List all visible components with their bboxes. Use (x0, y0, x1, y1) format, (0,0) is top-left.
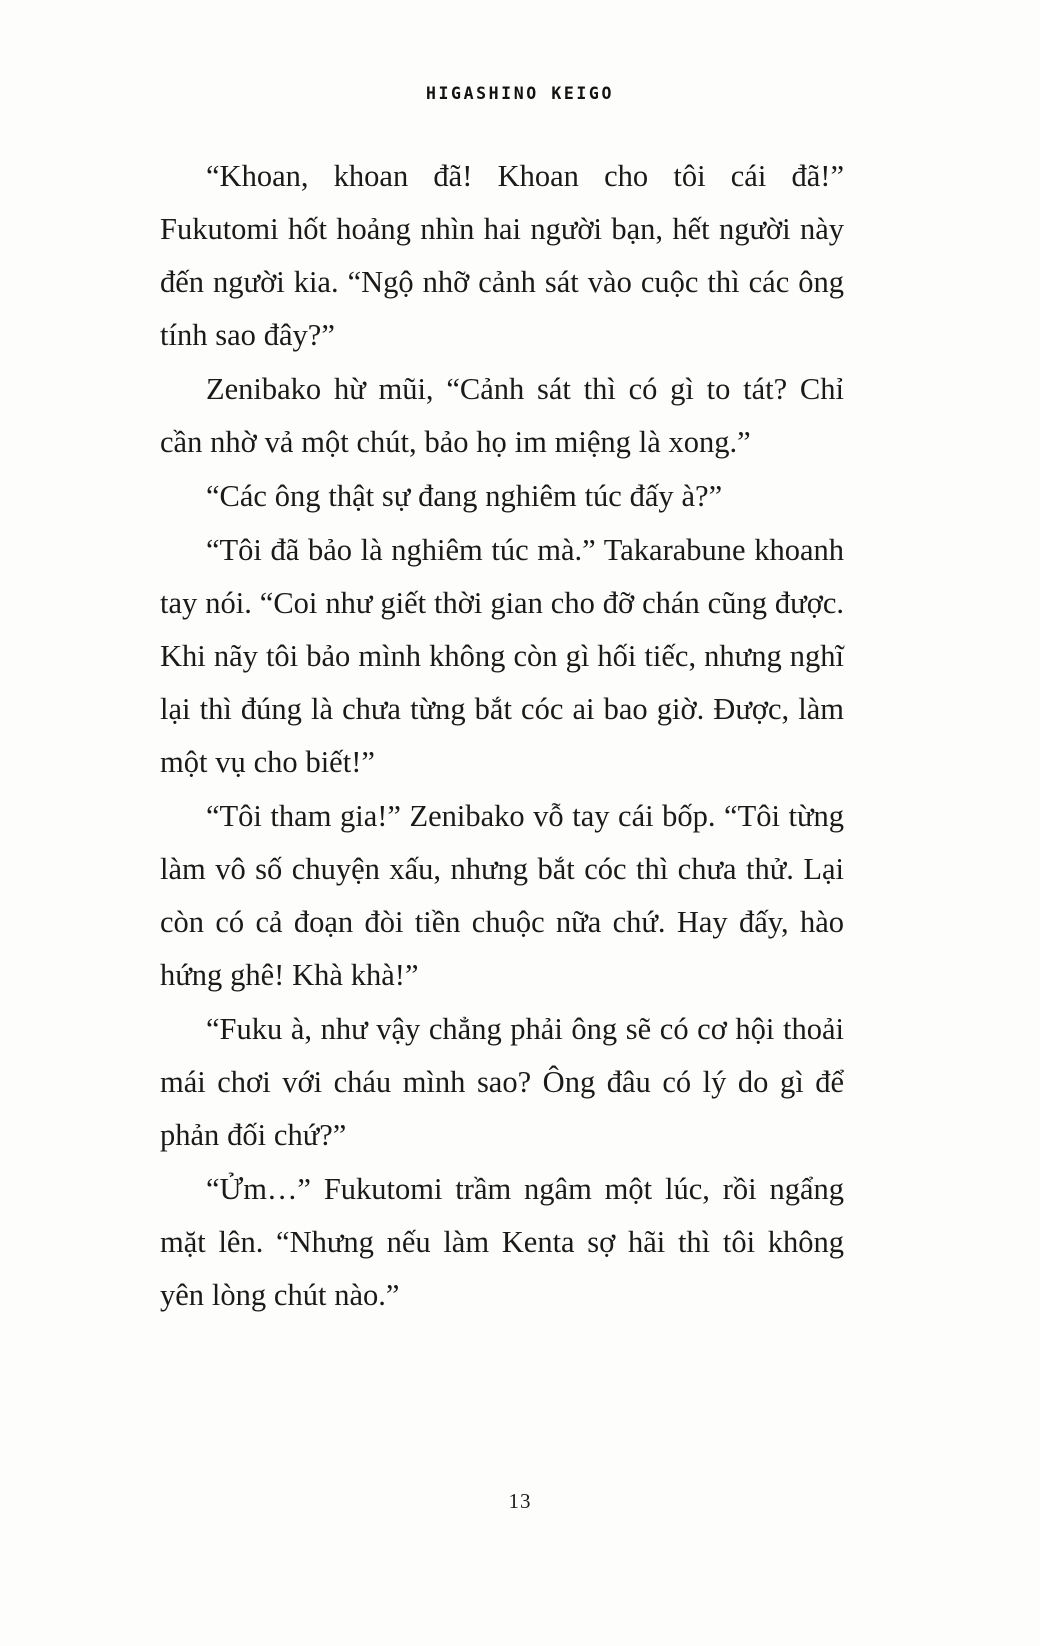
paragraph: Zenibako hừ mũi, “Cảnh sát thì có gì to tát? Chỉ cần nhờ vả một chút, bảo họ im miệng là xong.” (160, 372, 844, 459)
paragraph: “Tôi tham gia!” Zenibako vỗ tay cái bốp. “Tôi từng làm vô số chuyện xấu, nhưng bắt cóc thì chưa thử. Lại còn có cả đoạn đòi tiền chuộc nữa chứ. Hay đấy, hào hứng ghê! Khà khà!” (160, 799, 844, 992)
paragraph: “Tôi đã bảo là nghiêm túc mà.” Takarabune khoanh tay nói. “Coi như giết thời gian cho đỡ chán cũng được. Khi nãy tôi bảo mình không còn gì hối tiếc, nhưng nghĩ lại thì đúng là chưa từng bắt cóc ai bao giờ. Được, làm một vụ cho biết!” (160, 533, 844, 779)
paragraph: “Khoan, khoan đã! Khoan cho tôi cái đã!” Fukutomi hốt hoảng nhìn hai người bạn, hết người này đến người kia. “Ngộ nhỡ cảnh sát vào cuộc thì các ông tính sao đây?” (160, 159, 844, 352)
paragraph: “Ửm…” Fukutomi trầm ngâm một lúc, rồi ngẩng mặt lên. “Nhưng nếu làm Kenta sợ hãi thì tôi không yên lòng chút nào.” (160, 1172, 844, 1312)
running-head: HIGASHINO KEIGO (425, 84, 614, 103)
body-text (160, 150, 844, 1322)
paragraph: “Các ông thật sự đang nghiêm túc đấy à?” (206, 479, 723, 513)
paragraph: “Fuku à, như vậy chẳng phải ông sẽ có cơ hội thoải mái chơi với cháu mình sao? Ông đâu có lý do gì để phản đối chứ?” (160, 1012, 844, 1152)
page-number: 13 (508, 1489, 532, 1513)
